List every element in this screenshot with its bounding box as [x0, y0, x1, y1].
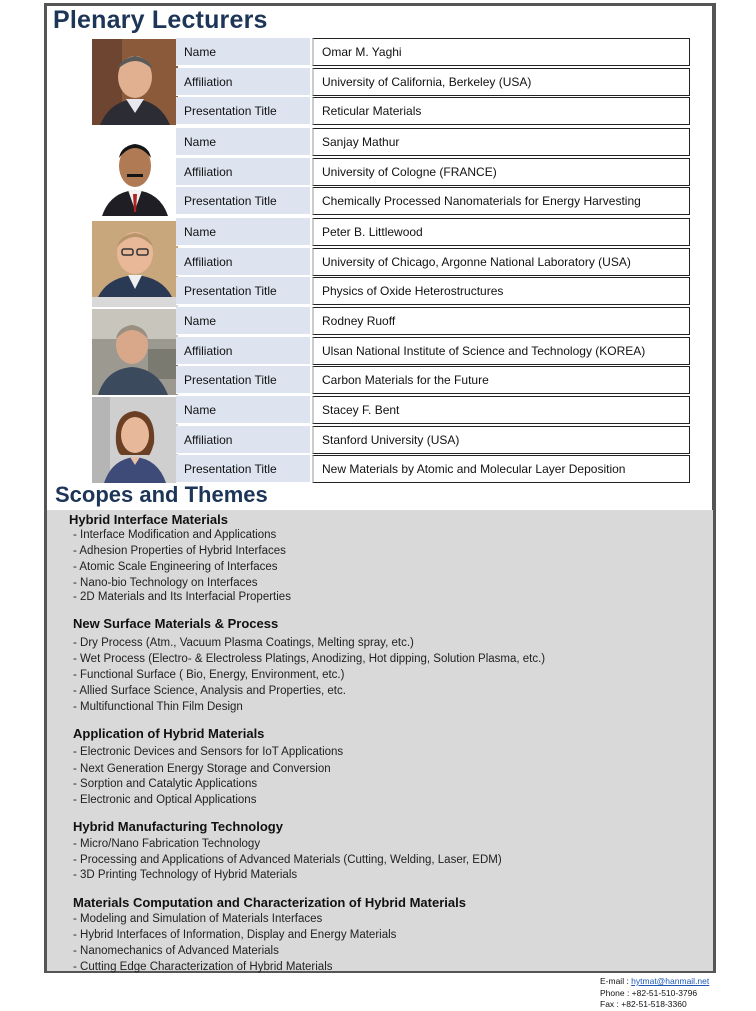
- affiliation-label: Affiliation: [176, 337, 310, 365]
- presentation-value: Carbon Materials for the Future: [312, 366, 690, 394]
- scope-item: - Functional Surface ( Bio, Energy, Environment, etc.): [73, 669, 345, 681]
- affiliation-label: Affiliation: [176, 426, 310, 454]
- lecturer-photo: [92, 221, 178, 307]
- affiliation-row: [176, 248, 690, 276]
- lecturer-card: [88, 307, 690, 395]
- scope-heading: Hybrid Interface Materials: [69, 512, 228, 527]
- name-label: Name: [176, 218, 310, 246]
- affiliation-row: [176, 68, 690, 96]
- lecturer-photo: [92, 397, 178, 483]
- scope-heading: Application of Hybrid Materials: [73, 726, 265, 741]
- scope-item: - Cutting Edge Characterization of Hybrid Materials: [73, 961, 333, 973]
- lecturer-photo: [92, 309, 178, 395]
- affiliation-row: [176, 337, 690, 365]
- presentation-row: [176, 187, 690, 215]
- name-value: Rodney Ruoff: [312, 307, 690, 335]
- name-value: Peter B. Littlewood: [312, 218, 690, 246]
- scope-item: - Micro/Nano Fabrication Technology: [73, 838, 261, 850]
- scope-item: - Processing and Applications of Advanced Materials (Cutting, Welding, Laser, EDM): [73, 854, 502, 866]
- scopes-panel: [47, 510, 713, 971]
- presentation-value: Chemically Processed Nanomaterials for Energy Harvesting: [312, 187, 690, 215]
- presentation-label: Presentation Title: [176, 366, 310, 394]
- scope-item: - 3D Printing Technology of Hybrid Materials: [73, 869, 298, 881]
- presentation-label: Presentation Title: [176, 277, 310, 305]
- name-row: [176, 218, 690, 246]
- affiliation-row: [176, 158, 690, 186]
- name-row: [176, 128, 690, 156]
- affiliation-value: University of Cologne (FRANCE): [312, 158, 690, 186]
- scope-item: - Nanomechanics of Advanced Materials: [73, 945, 279, 957]
- scope-heading: Materials Computation and Characterization of Hybrid Materials: [73, 895, 466, 910]
- presentation-value: New Materials by Atomic and Molecular Layer Deposition: [312, 455, 690, 483]
- email-link[interactable]: hytmat@hanmail.net: [631, 976, 710, 986]
- scopes-title: Scopes and Themes: [55, 482, 268, 507]
- scope-item: - Dry Process (Atm., Vacuum Plasma Coatings, Melting spray, etc.): [73, 637, 414, 649]
- scope-item: - Hybrid Interfaces of Information, Display and Energy Materials: [73, 929, 397, 941]
- affiliation-label: Affiliation: [176, 248, 310, 276]
- lecturer-card: [88, 396, 690, 484]
- affiliation-row: [176, 426, 690, 454]
- lecturer-photo: [92, 130, 178, 216]
- scope-item: - Wet Process (Electro- & Electroless Platings, Anodizing, Hot dipping, Solution Plasma, etc.): [73, 653, 546, 665]
- name-label: Name: [176, 38, 310, 66]
- scope-heading: New Surface Materials & Process: [73, 616, 279, 631]
- scope-item: - Multifunctional Thin Film Design: [73, 701, 243, 713]
- scope-heading: Hybrid Manufacturing Technology: [73, 819, 283, 834]
- lecturer-card: [88, 218, 690, 306]
- plenary-title: Plenary Lecturers: [53, 6, 268, 34]
- fax-line: Fax : +82-51-518-3360: [600, 999, 687, 1009]
- name-label: Name: [176, 396, 310, 424]
- presentation-value: Physics of Oxide Heterostructures: [312, 277, 690, 305]
- presentation-label: Presentation Title: [176, 97, 310, 125]
- email-label: E-mail :: [600, 976, 632, 986]
- scope-item: - Modeling and Simulation of Materials Interfaces: [73, 913, 323, 925]
- name-row: [176, 38, 690, 66]
- name-value: Stacey F. Bent: [312, 396, 690, 424]
- presentation-row: [176, 366, 690, 394]
- affiliation-value: University of California, Berkeley (USA): [312, 68, 690, 96]
- email-line: [600, 976, 709, 988]
- lecturer-card: [88, 38, 690, 126]
- scope-item: - Sorption and Catalytic Applications: [73, 778, 258, 790]
- contact-block: [600, 976, 709, 1011]
- affiliation-value: University of Chicago, Argonne National Laboratory (USA): [312, 248, 690, 276]
- name-value: Omar M. Yaghi: [312, 38, 690, 66]
- phone-line: Phone : +82-51-510-3796: [600, 987, 698, 998]
- name-value: Sanjay Mathur: [312, 128, 690, 156]
- lecturer-photo: [92, 39, 178, 125]
- presentation-label: Presentation Title: [176, 187, 310, 215]
- affiliation-value: Ulsan National Institute of Science and Technology (KOREA): [312, 337, 690, 365]
- scope-item: - Allied Surface Science, Analysis and Properties, etc.: [73, 685, 346, 697]
- scope-item: - Nano-bio Technology on Interfaces: [73, 577, 258, 589]
- presentation-row: [176, 455, 690, 483]
- scope-item: - Electronic Devices and Sensors for IoT Applications: [73, 746, 344, 758]
- name-label: Name: [176, 307, 310, 335]
- name-row: [176, 307, 690, 335]
- name-row: [176, 396, 690, 424]
- scope-item: - Interface Modification and Applications: [73, 529, 277, 541]
- presentation-value: Reticular Materials: [312, 97, 690, 125]
- presentation-row: [176, 277, 690, 305]
- affiliation-value: Stanford University (USA): [312, 426, 690, 454]
- affiliation-label: Affiliation: [176, 68, 310, 96]
- scope-item: - Electronic and Optical Applications: [73, 794, 257, 806]
- scope-item: - Next Generation Energy Storage and Conversion: [73, 763, 331, 775]
- name-label: Name: [176, 128, 310, 156]
- scope-item: - 2D Materials and Its Interfacial Properties: [73, 591, 291, 603]
- affiliation-label: Affiliation: [176, 158, 310, 186]
- scope-item: - Atomic Scale Engineering of Interfaces: [73, 561, 278, 573]
- lecturer-card: [88, 128, 690, 216]
- presentation-label: Presentation Title: [176, 455, 310, 483]
- presentation-row: [176, 97, 690, 125]
- scope-item: - Adhesion Properties of Hybrid Interfaces: [73, 545, 286, 557]
